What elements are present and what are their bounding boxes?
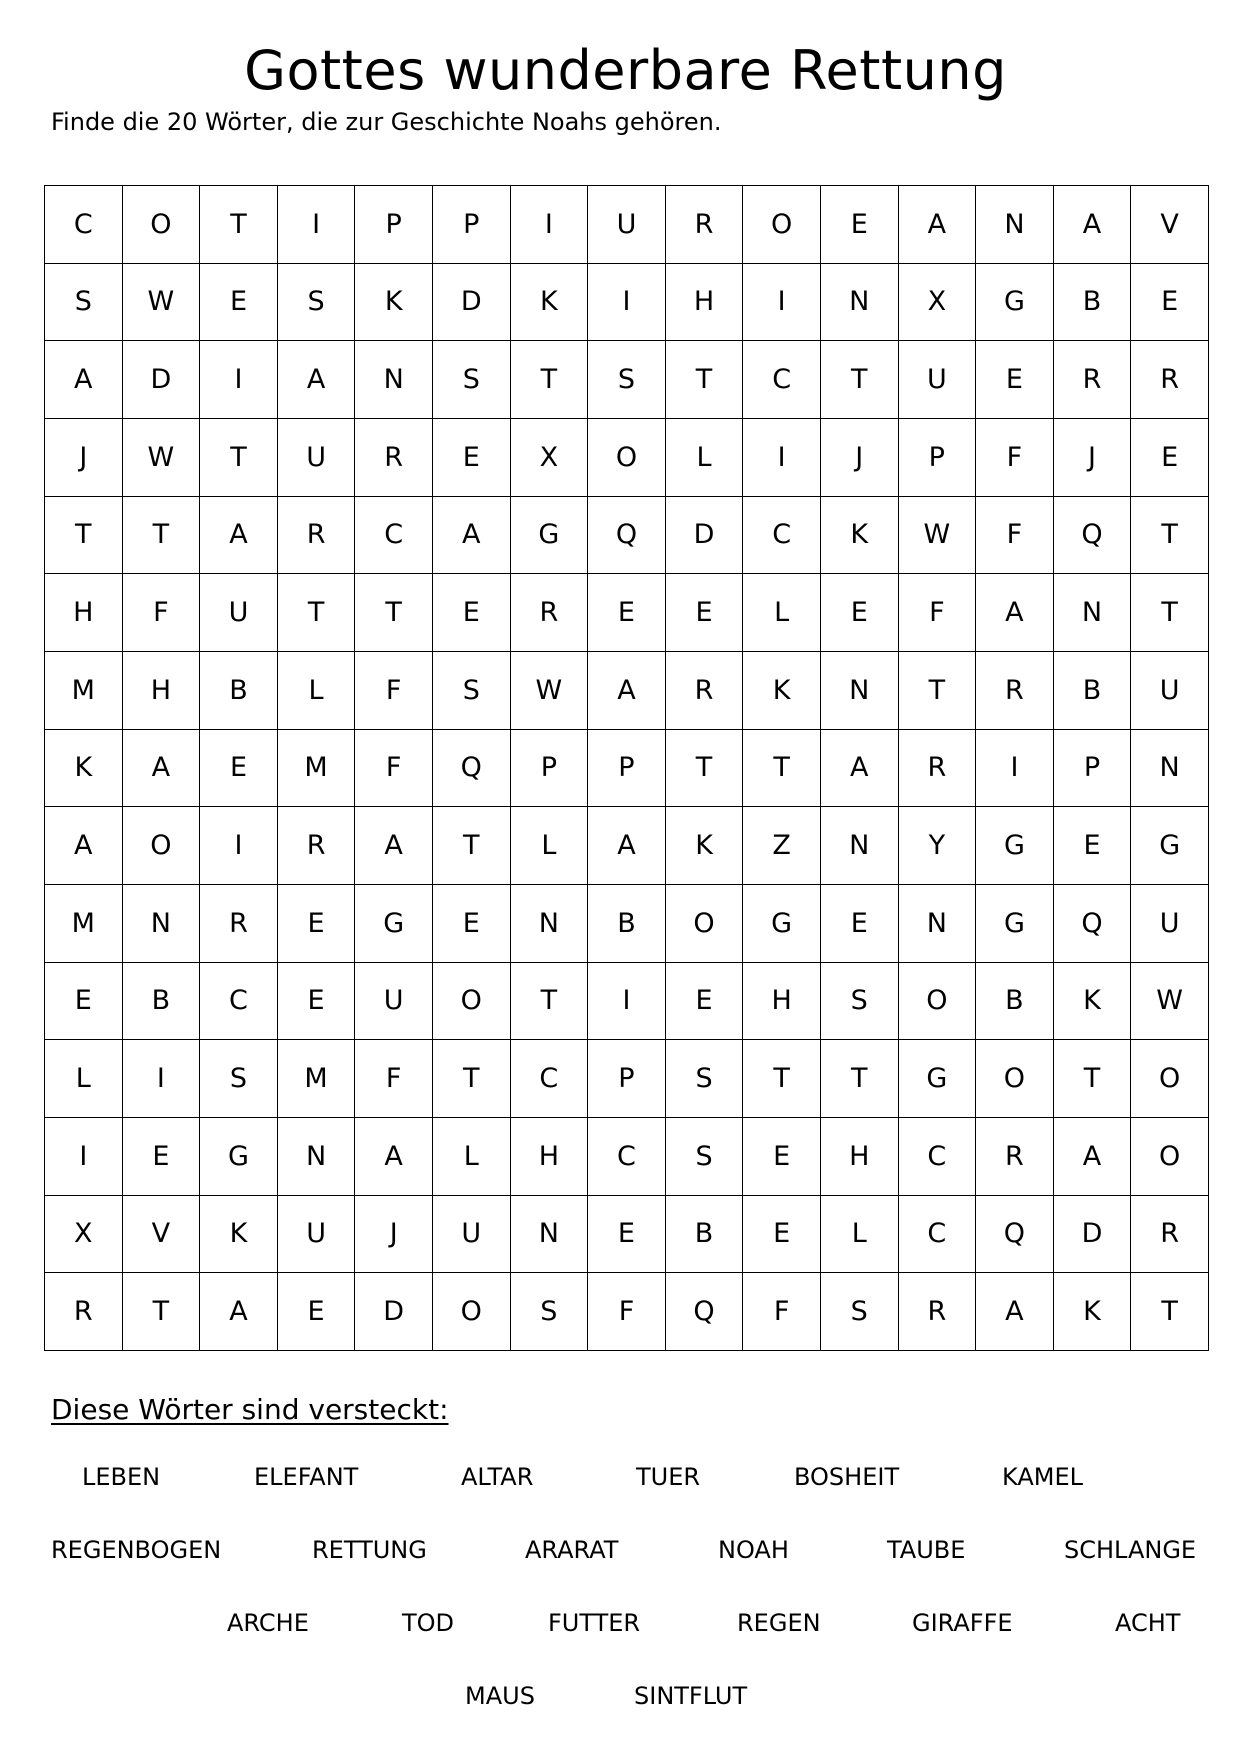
grid-cell[interactable]: T (432, 807, 510, 885)
word-item: REGEN (737, 1609, 821, 1637)
grid-cell[interactable]: I (277, 186, 355, 264)
grid-cell[interactable]: T (45, 496, 123, 574)
grid-cell[interactable]: G (976, 884, 1054, 962)
grid-cell[interactable]: A (45, 807, 123, 885)
grid-cell[interactable]: M (277, 729, 355, 807)
grid-cell[interactable]: U (1131, 884, 1209, 962)
grid-cell[interactable]: R (277, 807, 355, 885)
grid-cell[interactable]: U (432, 1195, 510, 1273)
grid-cell[interactable]: O (432, 962, 510, 1040)
grid-cell[interactable]: C (510, 1040, 588, 1118)
grid-cell[interactable]: E (1131, 418, 1209, 496)
grid-cell[interactable]: O (1131, 1117, 1209, 1195)
grid-cell[interactable]: U (277, 418, 355, 496)
grid-cell[interactable]: H (45, 574, 123, 652)
grid-cell[interactable]: T (743, 729, 821, 807)
grid-cell[interactable]: I (200, 341, 278, 419)
grid-cell[interactable]: T (665, 341, 743, 419)
grid-cell[interactable]: H (122, 651, 200, 729)
grid-cell[interactable]: R (510, 574, 588, 652)
grid-cell[interactable]: E (1053, 807, 1131, 885)
grid-row (45, 418, 1209, 496)
grid-cell[interactable]: C (898, 1117, 976, 1195)
grid-cell[interactable]: I (45, 1117, 123, 1195)
grid-cell[interactable]: E (743, 1117, 821, 1195)
grid-cell[interactable]: G (200, 1117, 278, 1195)
grid-cell[interactable]: F (355, 729, 433, 807)
grid-cell[interactable]: E (1131, 263, 1209, 341)
grid-cell[interactable]: E (432, 418, 510, 496)
grid-cell[interactable]: N (277, 1117, 355, 1195)
grid-cell[interactable]: S (45, 263, 123, 341)
grid-cell[interactable]: A (200, 496, 278, 574)
grid-cell[interactable]: I (510, 186, 588, 264)
grid-cell[interactable]: T (820, 341, 898, 419)
grid-cell[interactable]: C (743, 341, 821, 419)
grid-cell[interactable]: K (510, 263, 588, 341)
grid-cell[interactable]: K (355, 263, 433, 341)
grid-cell[interactable]: C (898, 1195, 976, 1273)
grid-row (45, 574, 1209, 652)
grid-cell[interactable]: S (820, 1273, 898, 1351)
grid-cell[interactable]: Q (588, 496, 666, 574)
grid-cell[interactable]: U (588, 186, 666, 264)
grid-cell[interactable]: L (432, 1117, 510, 1195)
grid-cell[interactable]: U (355, 962, 433, 1040)
grid-cell[interactable]: T (743, 1040, 821, 1118)
grid-cell[interactable]: A (432, 496, 510, 574)
grid-cell[interactable]: A (355, 807, 433, 885)
grid-cell[interactable]: P (510, 729, 588, 807)
grid-cell[interactable]: O (1131, 1040, 1209, 1118)
grid-cell[interactable]: O (122, 807, 200, 885)
grid-cell[interactable]: F (898, 574, 976, 652)
grid-cell[interactable]: E (122, 1117, 200, 1195)
word-item: REGENBOGEN (51, 1536, 222, 1564)
word-item: KAMEL (1002, 1463, 1083, 1491)
word-item: GIRAFFE (912, 1609, 1013, 1637)
grid-cell[interactable]: E (743, 1195, 821, 1273)
grid-cell[interactable]: A (588, 651, 666, 729)
grid-cell[interactable]: L (820, 1195, 898, 1273)
grid-cell[interactable]: H (665, 263, 743, 341)
grid-cell[interactable]: A (1053, 1117, 1131, 1195)
words-heading: Diese Wörter sind versteckt: (51, 1393, 449, 1426)
grid-cell[interactable]: S (820, 962, 898, 1040)
grid-cell[interactable]: T (122, 496, 200, 574)
grid-cell[interactable]: J (355, 1195, 433, 1273)
grid-cell[interactable]: A (200, 1273, 278, 1351)
grid-cell[interactable]: I (743, 418, 821, 496)
grid-cell[interactable]: E (588, 1195, 666, 1273)
grid-cell[interactable]: E (432, 884, 510, 962)
word-item: NOAH (718, 1536, 789, 1564)
word-item: TUER (636, 1463, 701, 1491)
grid-row (45, 651, 1209, 729)
grid-cell[interactable]: X (898, 263, 976, 341)
grid-row (45, 1195, 1209, 1273)
grid-cell[interactable]: A (277, 341, 355, 419)
grid-cell[interactable]: C (743, 496, 821, 574)
word-item: RETTUNG (312, 1536, 427, 1564)
grid-cell[interactable]: V (1131, 186, 1209, 264)
grid-cell[interactable]: M (45, 651, 123, 729)
grid-cell[interactable]: C (200, 962, 278, 1040)
grid-cell[interactable]: B (1053, 263, 1131, 341)
word-item: LEBEN (82, 1463, 161, 1491)
grid-cell[interactable]: Z (743, 807, 821, 885)
grid-cell[interactable]: N (1053, 574, 1131, 652)
grid-cell[interactable]: T (665, 729, 743, 807)
grid-cell[interactable]: O (898, 962, 976, 1040)
grid-cell[interactable]: F (976, 496, 1054, 574)
grid-cell[interactable]: M (45, 884, 123, 962)
grid-cell[interactable]: R (898, 729, 976, 807)
grid-cell[interactable]: C (588, 1117, 666, 1195)
grid-row (45, 496, 1209, 574)
grid-cell[interactable]: R (1053, 341, 1131, 419)
grid-cell[interactable]: I (976, 729, 1054, 807)
grid-cell[interactable]: R (45, 1273, 123, 1351)
grid-row (45, 1273, 1209, 1351)
grid-cell[interactable]: T (1053, 1040, 1131, 1118)
grid-cell[interactable]: S (432, 651, 510, 729)
grid-cell[interactable]: G (898, 1040, 976, 1118)
grid-cell[interactable]: P (588, 1040, 666, 1118)
grid-cell[interactable]: R (898, 1273, 976, 1351)
word-item: TOD (402, 1609, 455, 1637)
grid-cell[interactable]: E (665, 574, 743, 652)
grid-cell[interactable]: K (1053, 1273, 1131, 1351)
grid-cell[interactable]: M (277, 1040, 355, 1118)
grid-cell[interactable]: D (432, 263, 510, 341)
grid-cell[interactable]: N (820, 263, 898, 341)
grid-cell[interactable]: S (200, 1040, 278, 1118)
grid-cell[interactable]: F (355, 1040, 433, 1118)
grid-row (45, 1040, 1209, 1118)
grid-cell[interactable]: K (820, 496, 898, 574)
grid-cell[interactable]: T (1131, 496, 1209, 574)
grid-cell[interactable]: B (976, 962, 1054, 1040)
instructions: Finde die 20 Wörter, die zur Geschichte Noahs gehören. (51, 108, 722, 136)
grid-cell[interactable]: H (820, 1117, 898, 1195)
grid-cell[interactable]: O (743, 186, 821, 264)
grid-cell[interactable]: V (122, 1195, 200, 1273)
grid-cell[interactable]: Q (1053, 496, 1131, 574)
grid-cell[interactable]: O (122, 186, 200, 264)
grid-cell[interactable]: T (820, 1040, 898, 1118)
grid-cell[interactable]: T (1131, 1273, 1209, 1351)
grid-cell[interactable]: W (898, 496, 976, 574)
word-item: TAUBE (887, 1536, 966, 1564)
grid-cell[interactable]: O (976, 1040, 1054, 1118)
grid-cell[interactable]: E (277, 884, 355, 962)
grid-cell[interactable]: W (510, 651, 588, 729)
grid-cell[interactable]: T (510, 341, 588, 419)
grid-cell[interactable]: G (976, 807, 1054, 885)
word-item: ARARAT (525, 1536, 619, 1564)
grid-cell[interactable]: S (665, 1117, 743, 1195)
grid-cell[interactable]: T (898, 651, 976, 729)
grid-row (45, 884, 1209, 962)
grid-cell[interactable]: I (200, 807, 278, 885)
grid-row (45, 341, 1209, 419)
word-item: FUTTER (548, 1609, 641, 1637)
word-item: ARCHE (227, 1609, 309, 1637)
grid-row (45, 729, 1209, 807)
grid-cell[interactable]: I (122, 1040, 200, 1118)
grid-cell[interactable]: E (976, 341, 1054, 419)
grid-cell[interactable]: P (432, 186, 510, 264)
grid-cell[interactable]: K (45, 729, 123, 807)
grid-cell[interactable]: H (510, 1117, 588, 1195)
grid-cell[interactable]: P (588, 729, 666, 807)
grid-cell[interactable]: Y (898, 807, 976, 885)
grid-cell[interactable]: R (1131, 1195, 1209, 1273)
grid-cell[interactable]: L (510, 807, 588, 885)
grid-cell[interactable]: B (200, 651, 278, 729)
grid-cell[interactable]: O (588, 418, 666, 496)
grid-cell[interactable]: A (122, 729, 200, 807)
grid-cell[interactable]: E (820, 574, 898, 652)
grid-cell[interactable]: A (976, 1273, 1054, 1351)
grid-cell[interactable]: B (1053, 651, 1131, 729)
grid-cell[interactable]: T (1131, 574, 1209, 652)
grid-cell[interactable]: R (665, 186, 743, 264)
grid-cell[interactable]: K (200, 1195, 278, 1273)
word-item: BOSHEIT (794, 1463, 900, 1491)
grid-cell[interactable]: S (510, 1273, 588, 1351)
grid-cell[interactable]: N (820, 651, 898, 729)
grid-cell[interactable]: E (45, 962, 123, 1040)
grid-cell[interactable]: D (1053, 1195, 1131, 1273)
grid-cell[interactable]: E (200, 729, 278, 807)
grid-cell[interactable]: E (277, 1273, 355, 1351)
grid-cell[interactable]: T (200, 186, 278, 264)
grid-cell[interactable]: T (355, 574, 433, 652)
grid-cell[interactable]: N (355, 341, 433, 419)
grid-cell[interactable]: A (898, 186, 976, 264)
grid-cell[interactable]: H (743, 962, 821, 1040)
grid-cell[interactable]: N (122, 884, 200, 962)
grid-row (45, 807, 1209, 885)
grid-cell[interactable]: G (1131, 807, 1209, 885)
grid-row (45, 263, 1209, 341)
grid-cell[interactable]: U (898, 341, 976, 419)
grid-cell[interactable]: R (355, 418, 433, 496)
grid-cell[interactable]: A (588, 807, 666, 885)
grid-cell[interactable]: D (665, 496, 743, 574)
page-title: Gottes wunderbare Rettung (244, 39, 1007, 102)
grid-cell[interactable]: Q (1053, 884, 1131, 962)
word-item: ELEFANT (254, 1463, 359, 1491)
grid-cell[interactable]: X (510, 418, 588, 496)
grid-cell[interactable]: K (1053, 962, 1131, 1040)
grid-cell[interactable]: E (432, 574, 510, 652)
grid-cell[interactable]: N (898, 884, 976, 962)
grid-cell[interactable]: Q (976, 1195, 1054, 1273)
grid-cell[interactable]: L (277, 651, 355, 729)
grid-cell[interactable]: F (588, 1273, 666, 1351)
grid-cell[interactable]: Q (665, 1273, 743, 1351)
grid-cell[interactable]: P (1053, 729, 1131, 807)
grid-cell[interactable]: E (200, 263, 278, 341)
grid-cell[interactable]: I (588, 962, 666, 1040)
grid-cell[interactable]: T (510, 962, 588, 1040)
grid-cell[interactable]: D (122, 341, 200, 419)
grid-cell[interactable]: R (200, 884, 278, 962)
grid-cell[interactable]: D (355, 1273, 433, 1351)
grid-cell[interactable]: G (743, 884, 821, 962)
grid-row (45, 1117, 1209, 1195)
grid-cell[interactable]: U (1131, 651, 1209, 729)
grid-cell[interactable]: B (588, 884, 666, 962)
word-item: ACHT (1115, 1609, 1181, 1637)
grid-cell[interactable]: F (743, 1273, 821, 1351)
grid-cell[interactable]: R (976, 651, 1054, 729)
grid-cell[interactable]: K (665, 807, 743, 885)
grid-cell[interactable]: N (976, 186, 1054, 264)
grid-cell[interactable]: T (122, 1273, 200, 1351)
grid-cell[interactable]: T (200, 418, 278, 496)
grid-cell[interactable]: P (898, 418, 976, 496)
grid-cell[interactable]: A (45, 341, 123, 419)
word-item: SCHLANGE (1064, 1536, 1197, 1564)
grid-cell[interactable]: O (432, 1273, 510, 1351)
grid-cell[interactable]: J (820, 418, 898, 496)
grid-cell[interactable]: U (277, 1195, 355, 1273)
word-item: SINTFLUT (634, 1682, 748, 1710)
grid-cell[interactable]: S (665, 1040, 743, 1118)
grid-cell[interactable]: A (976, 574, 1054, 652)
grid-cell[interactable]: N (1131, 729, 1209, 807)
grid-cell[interactable]: N (820, 807, 898, 885)
grid-cell[interactable]: W (122, 418, 200, 496)
grid-cell[interactable]: S (277, 263, 355, 341)
grid-cell[interactable]: F (122, 574, 200, 652)
grid-cell[interactable]: E (277, 962, 355, 1040)
grid-cell[interactable]: C (45, 186, 123, 264)
grid-cell[interactable]: R (665, 651, 743, 729)
grid-cell[interactable]: A (1053, 186, 1131, 264)
grid-cell[interactable]: C (355, 496, 433, 574)
grid-cell[interactable]: Q (432, 729, 510, 807)
grid-cell[interactable]: E (820, 186, 898, 264)
grid-cell[interactable]: J (45, 418, 123, 496)
grid-cell[interactable]: E (665, 962, 743, 1040)
grid-cell[interactable]: S (588, 341, 666, 419)
grid-cell[interactable]: J (1053, 418, 1131, 496)
grid-row (45, 186, 1209, 264)
grid-cell[interactable]: G (355, 884, 433, 962)
grid-cell[interactable]: B (665, 1195, 743, 1273)
word-item: MAUS (465, 1682, 535, 1710)
grid-cell[interactable]: B (122, 962, 200, 1040)
grid-cell[interactable]: S (432, 341, 510, 419)
grid-cell[interactable]: W (122, 263, 200, 341)
grid-cell[interactable]: K (743, 651, 821, 729)
grid-cell[interactable]: R (1131, 341, 1209, 419)
grid-cell[interactable]: F (355, 651, 433, 729)
grid-cell[interactable]: G (510, 496, 588, 574)
grid-cell[interactable]: I (743, 263, 821, 341)
grid-cell[interactable]: F (976, 418, 1054, 496)
grid-cell[interactable]: A (355, 1117, 433, 1195)
grid-cell[interactable]: N (510, 884, 588, 962)
grid-cell[interactable]: E (820, 884, 898, 962)
grid-cell[interactable]: L (743, 574, 821, 652)
grid-cell[interactable]: T (277, 574, 355, 652)
grid-cell[interactable]: X (45, 1195, 123, 1273)
word-search-grid (44, 185, 1209, 1351)
grid-cell[interactable]: G (976, 263, 1054, 341)
grid-cell[interactable]: P (355, 186, 433, 264)
grid-row (45, 962, 1209, 1040)
grid-cell[interactable]: E (588, 574, 666, 652)
grid-cell[interactable]: A (820, 729, 898, 807)
grid-cell[interactable]: T (432, 1040, 510, 1118)
grid-cell[interactable]: R (277, 496, 355, 574)
grid-cell[interactable]: N (510, 1195, 588, 1273)
grid-cell[interactable]: L (665, 418, 743, 496)
grid-cell[interactable]: U (200, 574, 278, 652)
grid-cell[interactable]: O (665, 884, 743, 962)
grid-cell[interactable]: I (588, 263, 666, 341)
word-item: ALTAR (461, 1463, 534, 1491)
grid-cell[interactable]: W (1131, 962, 1209, 1040)
grid-cell[interactable]: R (976, 1117, 1054, 1195)
grid-cell[interactable]: L (45, 1040, 123, 1118)
